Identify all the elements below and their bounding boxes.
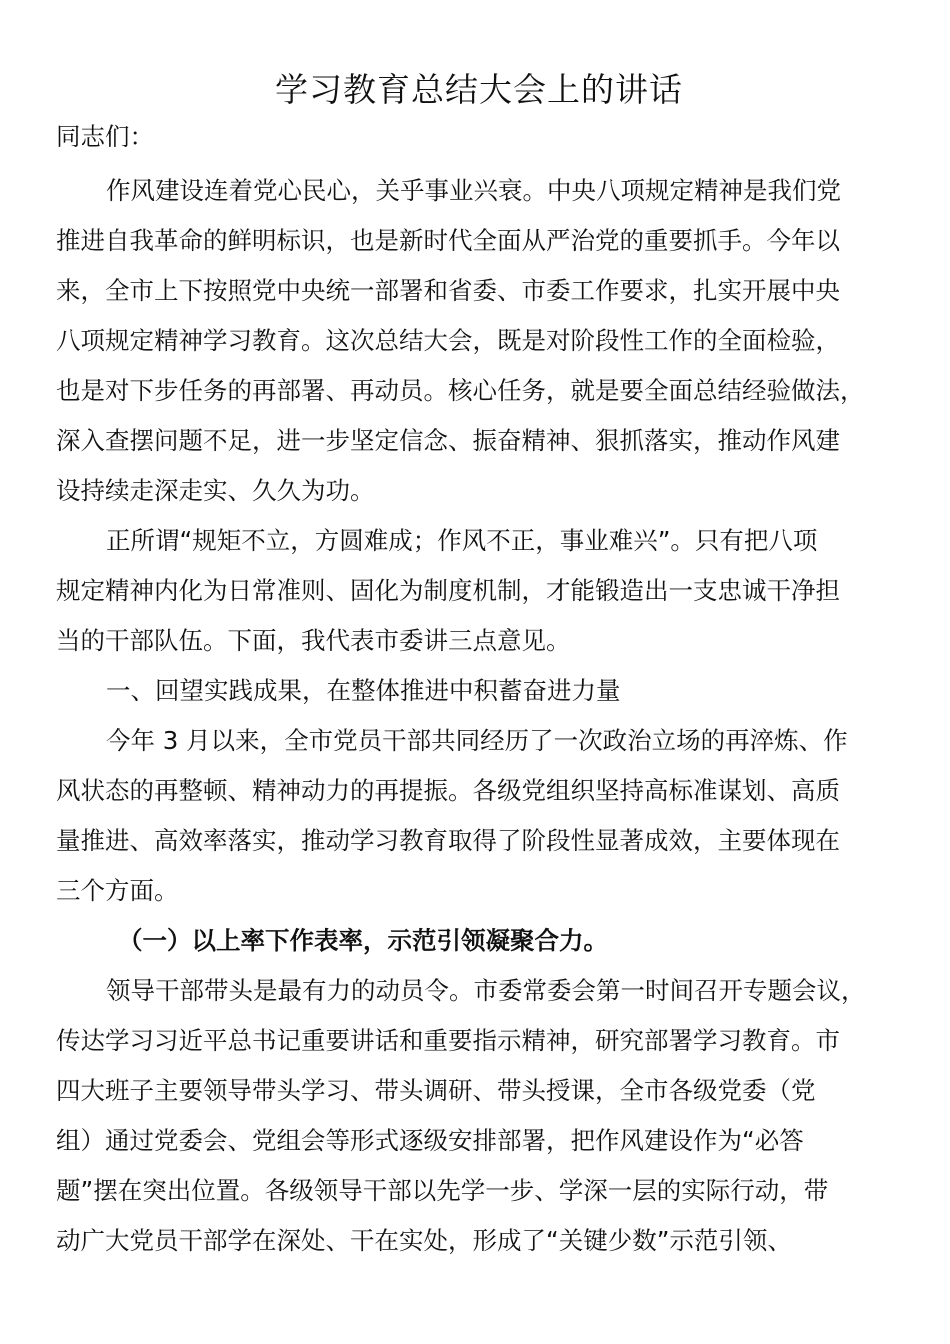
paragraph-line: 正所谓“规矩不立，方圆难成；作风不正，事业难兴”。只有把八项 [106, 526, 818, 555]
paragraph-line: 规定精神内化为日常准则、固化为制度机制，才能锻造出一支忠诚干净担 [56, 576, 840, 605]
paragraph-line: 今年 3 月以来，全市党员干部共同经历了一次政治立场的再淬炼、作 [106, 726, 848, 755]
paragraph-2 [56, 516, 902, 666]
paragraph-line: 来，全市上下按照党中央统一部署和省委、市委工作要求，扎实开展中央 [56, 276, 840, 305]
paragraph-line: 动广大党员干部学在深处、干在实处，形成了“关键少数”示范引领、 [56, 1226, 792, 1255]
section-heading-line: 一、回望实践成果，在整体推进中积蓄奋进力量 [106, 676, 621, 705]
paragraph-line: 深入查摆问题不足，进一步坚定信念、振奋精神、狠抓落实，推动作风建 [56, 426, 840, 455]
paragraph-4 [56, 966, 902, 1266]
paragraph-line: 八项规定精神学习教育。这次总结大会，既是对阶段性工作的全面检验， [56, 326, 840, 355]
paragraph-line: 传达学习习近平总书记重要讲话和重要指示精神，研究部署学习教育。市 [56, 1026, 840, 1055]
paragraph-3 [56, 716, 902, 916]
paragraph-line: 四大班子主要领导带头学习、带头调研、带头授课，全市各级党委（党 [56, 1076, 816, 1105]
paragraph-line: 领导干部带头是最有力的动员令。市委常委会第一时间召开专题会议， [106, 976, 866, 1005]
paragraph-line: 三个方面。 [56, 876, 179, 905]
subheading-1 [56, 916, 902, 966]
paragraph-line: 推进自我革命的鲜明标识，也是新时代全面从严治党的重要抓手。今年以 [56, 226, 840, 255]
salutation: 同志们： [56, 122, 154, 151]
paragraph-line: 量推进、高效率落实，推动学习教育取得了阶段性显著成效，主要体现在 [56, 826, 840, 855]
document-title: 学习教育总结大会上的讲话 [275, 70, 683, 109]
paragraph-line: 设持续走深走实、久久为功。 [56, 476, 375, 505]
document-page [56, 62, 902, 1266]
paragraph-line: 题”摆在突出位置。各级领导干部以先学一步、学深一层的实际行动，带 [56, 1176, 829, 1205]
paragraph-line: 当的干部队伍。下面，我代表市委讲三点意见。 [56, 626, 571, 655]
paragraph-line: 风状态的再整顿、精神动力的再提振。各级党组织坚持高标准谋划、高质 [56, 776, 840, 805]
subheading-line: （一）以上率下作表率，示范引领凝聚合力。 [118, 926, 608, 955]
paragraph-1 [56, 166, 902, 516]
paragraph-line: 也是对下步任务的再部署、再动员。核心任务，就是要全面总结经验做法， [56, 376, 865, 405]
paragraph-line: 作风建设连着党心民心，关乎事业兴衰。中央八项规定精神是我们党 [106, 176, 841, 205]
section-heading-1 [56, 666, 902, 716]
paragraph-line: 组）通过党委会、党组会等形式逐级安排部署，把作风建设作为“必答 [56, 1126, 804, 1155]
